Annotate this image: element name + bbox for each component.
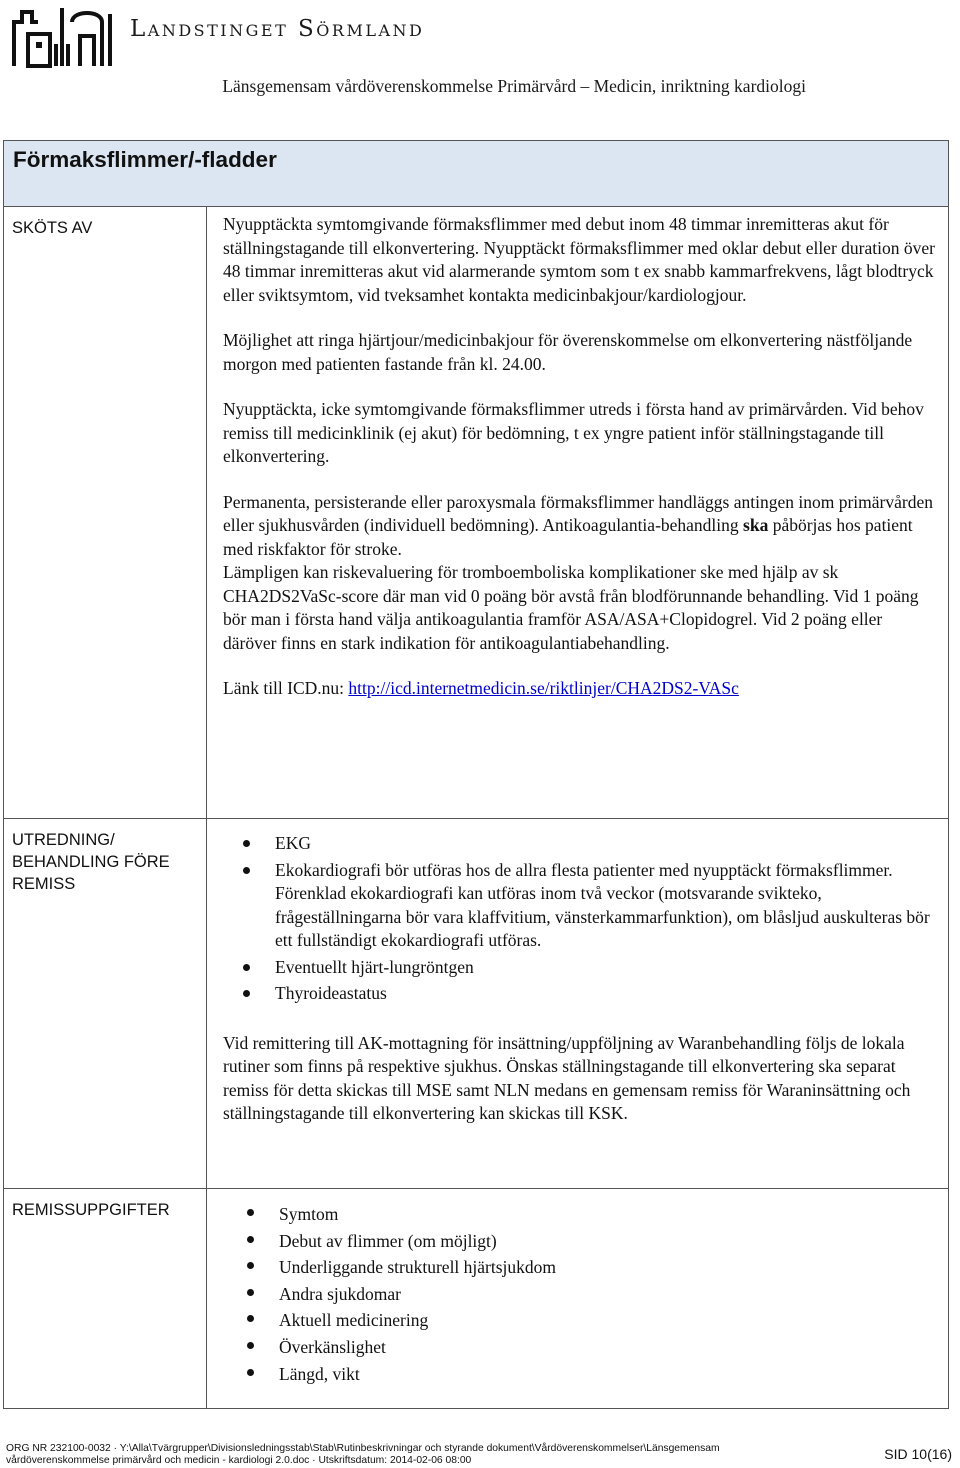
paragraph: Lämpligen kan riskevaluering för tromboemboliska komplikationer ske med hjälp av sk CHA2DS2VaSc-score där man vid 0 poäng bör avstå från blodförunnande behandling. Vid 1 poäng bör man i första hand välja antikoagulantia framför ASA/ASA+Clopidogrel. Vid 2 poäng eller däröver finns en stark indikation för antikoagulantiabehandling. xyxy=(223,562,919,653)
list-item: Debut av flimmer (om möjligt) xyxy=(229,1228,938,1255)
row-content-skots-av xyxy=(207,207,949,819)
list-item: Aktuell medicinering xyxy=(229,1307,938,1334)
bullet-list xyxy=(223,1201,938,1387)
paragraph: Nyupptäckta, icke symtomgivande förmaksflimmer utreds i första hand av primärvården. Vid behov remiss till medicinklinik (ej akut) för bedömning, t ex yngre patient inför ställningstagande till elkonvertering. xyxy=(223,399,924,466)
row-content-utredning xyxy=(207,819,949,1189)
page-number: SID 10(16) xyxy=(884,1446,952,1462)
table-row-remissuppgifter xyxy=(4,1189,949,1409)
link-paragraph xyxy=(223,677,938,701)
table-title-row xyxy=(4,141,949,207)
text-span: Permanenta, persisterande eller paroxysmala förmaksflimmer handläggs antingen inom primärvården eller sjukhusvården (individuell bedömning). Antikoagulantia-behandling xyxy=(223,491,933,535)
list-item: Eventuellt hjärt-lungröntgen xyxy=(225,956,938,980)
list-item: Thyroideastatus xyxy=(225,982,938,1006)
list-item: Längd, vikt xyxy=(229,1361,938,1388)
link-prefix: Länk till ICD.nu: xyxy=(223,678,349,698)
emphasis-text: ska xyxy=(743,515,769,535)
table-row-utredning xyxy=(4,819,949,1189)
row-label-remissuppgifter: REMISSUPPGIFTER xyxy=(4,1189,207,1409)
list-item: EKG xyxy=(225,832,938,856)
list-item: Överkänslighet xyxy=(229,1334,938,1361)
text-span: påbörjas hos patient med riskfaktor för stroke. xyxy=(223,515,913,559)
row-label-utredning: UTREDNING/ BEHANDLING FÖRE REMISS xyxy=(4,819,207,1189)
organization-name: Landstinget Sörmland xyxy=(130,16,425,42)
table-row-skots-av xyxy=(4,207,949,819)
guideline-table xyxy=(3,140,949,1409)
list-item: Ekokardiografi bör utföras hos de allra flesta patienter med nyupptäckt förmaksflimmer. Förenklad ekokardiografi kan utföras inom två veckor (motsvarande svikteko, frågeställningarna bör vara klaffvitium, vänsterkammarfunktion), om blåsljud auskulteras bör ett fullständigt ekokardiografi utföras. xyxy=(225,859,938,953)
list-item: Underliggande strukturell hjärtsjukdom xyxy=(229,1254,938,1281)
row-content-remissuppgifter xyxy=(207,1189,949,1409)
row-label-skots-av: SKÖTS AV xyxy=(4,207,207,819)
footer-line: vårdöverenskommelse primärvård och medicin - kardiologi 2.0.doc · Utskriftsdatum: 2014-02-06 08:00 xyxy=(6,1455,472,1466)
paragraph: Vid remittering till AK-mottagning för insättning/uppföljning av Waranbehandling följs de lokala rutiner som finns på respektive sjukhus. Önskas ställningstagande till elkonvertering ska separat remiss för detta skickas till MSE samt NLN medans en gemensam remiss för Waraninsättning och ställningstagande till elkonvertering kan skickas till KSK. xyxy=(223,1032,911,1123)
list-item: Andra sjukdomar xyxy=(229,1281,938,1308)
list-item: Symtom xyxy=(229,1201,938,1228)
paragraph xyxy=(223,491,938,562)
footer-path xyxy=(6,1443,720,1467)
bullet-list xyxy=(223,832,938,1006)
paragraph: Nyupptäckta symtomgivande förmaksflimmer med debut inom 48 timmar inremitteras akut för ställningstagande till elkonvertering. Nyupptäckt förmaksflimmer med oklar debut eller duration över 48 timmar inremitteras akut vid alarmerande symtom som t ex snabb kammarfrekvens, lågt blodtryck eller sviktsymtom, vid tveksamhet kontakta medicinbakjour/kardiologjour. xyxy=(223,214,935,305)
paragraph: Möjlighet att ringa hjärtjour/medicinbakjour för överenskommelse om elkonvertering nästföljande morgon med patienten fastande från kl. 24.00. xyxy=(223,330,913,374)
icd-link[interactable]: http://icd.internetmedicin.se/riktlinjer/CHA2DS2-VASc xyxy=(348,678,739,698)
footer-line: ORG NR 232100-0032 · Y:\Alla\Tvärgrupper\Divisionsledningsstab\Stab\Rutinbeskrivningar och styrande dokument\Vårdöverenskommelser\Länsgemensam xyxy=(6,1443,720,1454)
landstinget-logo-icon xyxy=(10,4,118,70)
document-title: Länsgemensam vårdöverenskommelse Primärvård – Medicin, inriktning kardiologi xyxy=(222,76,806,96)
table-title: Förmaksflimmer/-fladder xyxy=(4,141,949,207)
